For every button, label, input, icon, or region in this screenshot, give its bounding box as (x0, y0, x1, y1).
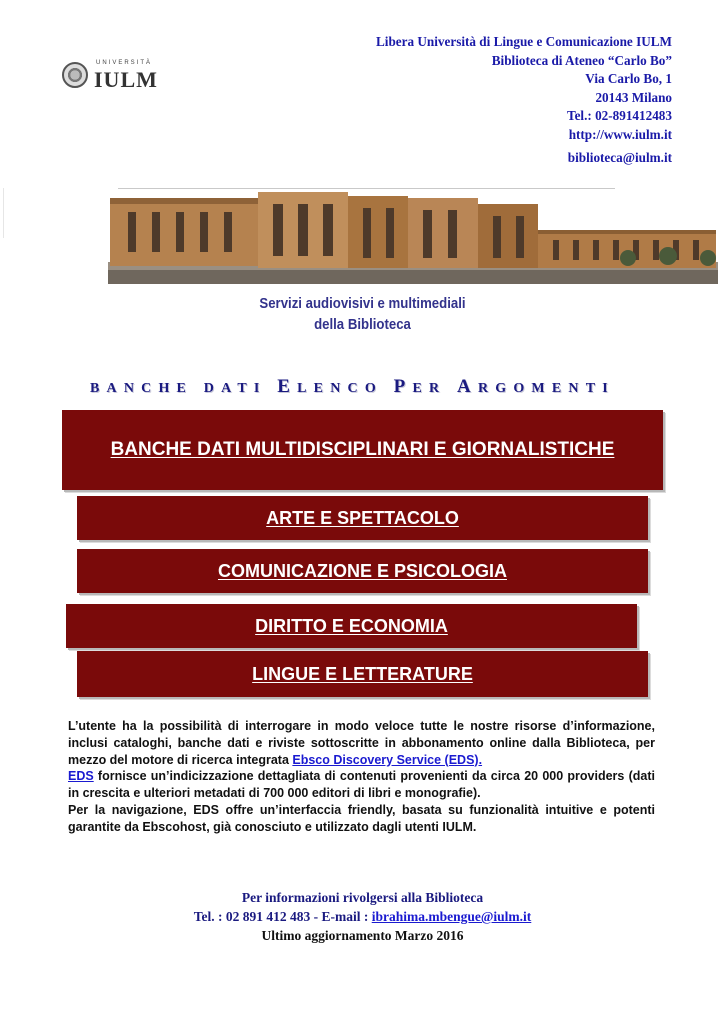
footer-tel: Tel. : 02 891 412 483 - E-mail : (193, 909, 372, 924)
section-title-a: A (457, 376, 478, 397)
footer-contact-line (0, 907, 725, 926)
footer (0, 888, 725, 945)
address-line-city: 20143 Milano (595, 89, 672, 105)
category-lingue-letterature-button[interactable]: LINGUE E LETTERATURE (77, 651, 648, 697)
address-line-phone: Tel.: 02-891412483 (566, 108, 672, 124)
category-multidisciplinari-button[interactable]: BANCHE DATI MULTIDISCIPLINARI E GIORNALISTICHE (62, 410, 663, 490)
services-line-2: della Biblioteca (314, 316, 411, 333)
logo-small-text: UNIVERSITÀ (96, 60, 153, 66)
services-line-1: Servizi audiovisivi e multimediali (259, 295, 466, 312)
library-building-image (108, 192, 718, 284)
section-title-part-1: BANCHE DATI (90, 381, 278, 396)
description-text (68, 718, 655, 836)
address-line-street: Via Carlo Bo, 1 (585, 71, 672, 87)
paragraph-1 (68, 718, 655, 768)
section-title-per: ER (412, 381, 458, 396)
paragraph-3: Per la navigazione, EDS offre un’interfaccia friendly, basata su funzionalità intuitive e potenti garantite da Ebscohost, già conosciuto e utilizzato dagli utenti IULM. (68, 802, 655, 834)
paragraph-1-text: L’utente ha la possibilità di interrogare in modo veloce tutte le nostre risorse d’informazione, inclusi cataloghi, banche dati e riviste sottoscritte in abbonamento online dalla Biblioteca, per mezzo del motore di ricerca integrata (68, 719, 655, 767)
section-title-e: E (277, 376, 298, 397)
services-heading (44, 293, 682, 335)
footer-email-link[interactable]: ibrahima.mbengue@iulm.it (371, 909, 532, 924)
address-line-website[interactable]: http://www.iulm.it (568, 126, 672, 142)
ebsco-discovery-link[interactable]: Ebsco Discovery Service (EDS). (292, 752, 483, 767)
address-block (376, 33, 672, 167)
address-line-library: Biblioteca di Ateneo “Carlo Bo” (491, 52, 672, 68)
iulm-logo (62, 60, 172, 94)
margin-mark (3, 188, 4, 238)
paragraph-2 (68, 768, 655, 802)
footer-updated: Ultimo aggiornamento Marzo 2016 (261, 928, 464, 943)
address-line-email[interactable]: biblioteca@iulm.it (567, 149, 672, 165)
eds-link[interactable]: EDS (68, 769, 94, 784)
paragraph-2-text: fornisce un’indicizzazione dettagliata di contenuti provenienti da circa 20 000 providers (dati in crescita e ulteriori metadati di 700 000 editori di libri e monografie). (68, 769, 655, 801)
category-arte-spettacolo-button[interactable]: ARTE E SPETTACOLO (77, 496, 648, 540)
logo-name: IULM (94, 67, 158, 92)
section-title (90, 376, 615, 398)
category-comunicazione-psicologia-button[interactable]: COMUNICAZIONE E PSICOLOGIA (77, 549, 648, 593)
address-line-university: Libera Università di Lingue e Comunicazione IULM (376, 34, 672, 49)
section-title-elenco: LENCO (297, 381, 394, 396)
footer-info-line: Per informazioni rivolgersi alla Biblioteca (241, 890, 484, 905)
section-title-p: P (393, 376, 413, 397)
section-title-argomenti: RGOMENTI (477, 381, 615, 396)
header-divider (118, 188, 615, 189)
university-seal-icon (62, 62, 88, 88)
category-diritto-economia-button[interactable]: DIRITTO E ECONOMIA (66, 604, 637, 648)
